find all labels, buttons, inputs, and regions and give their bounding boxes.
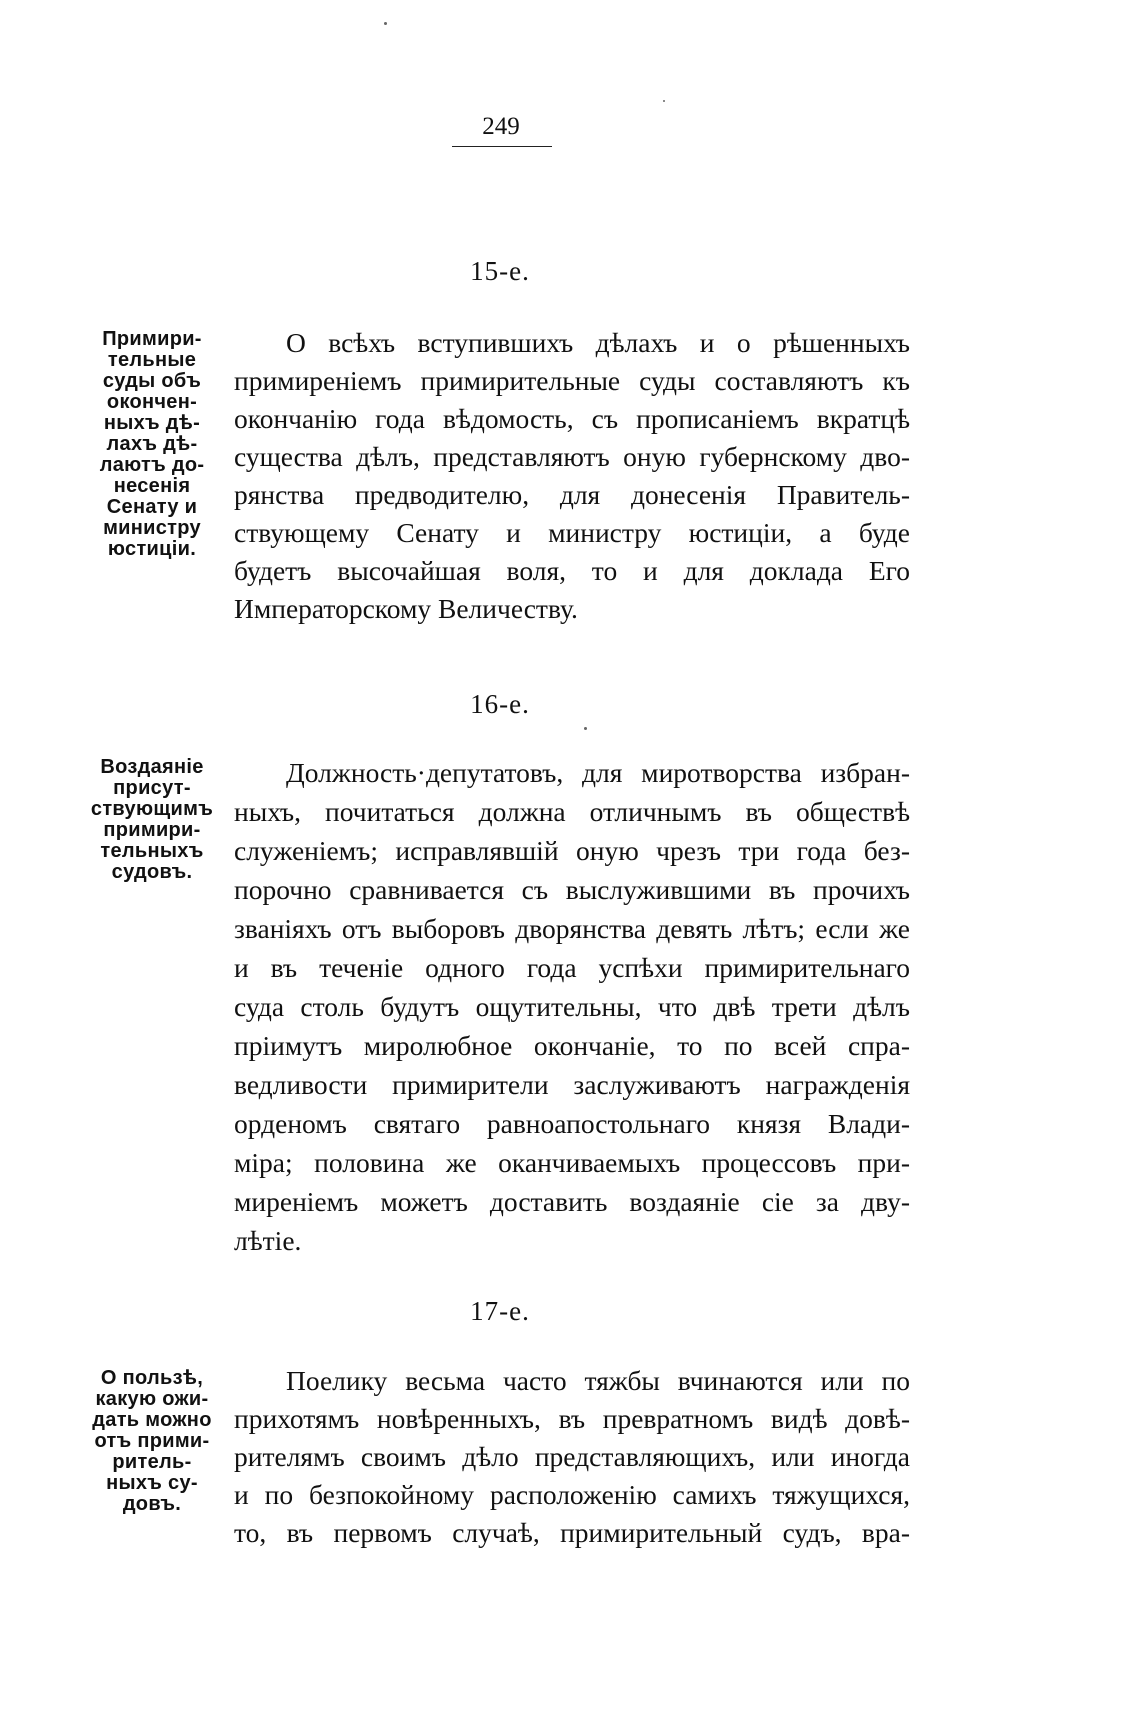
section-heading-17: 17-е. — [470, 1296, 530, 1326]
text-line: ведливости примирители заслуживаютъ награжденія — [234, 1069, 910, 1100]
section-heading-16: 16-е. — [470, 689, 530, 719]
paragraph-17 — [234, 1362, 910, 1552]
scan-speck — [384, 22, 387, 25]
text-line: то, въ первомъ случаѣ, примирительный судъ, вра- — [234, 1517, 910, 1548]
scan-speck — [663, 100, 665, 102]
text-line: Императорскому Величеству. — [234, 593, 578, 624]
page-number: 249 — [482, 113, 520, 140]
text-line: Должность·депутатовъ, для миротворства избран- — [286, 757, 910, 788]
text-line: званіяхъ отъ выборовъ дворянства девять лѣтъ; если же — [234, 913, 910, 944]
section-heading-15: 15-е. — [470, 256, 530, 286]
text-line: міра; половина же оканчиваемыхъ процессовъ при- — [234, 1147, 910, 1178]
text-line: порочно сравнивается съ выслужившими въ прочихъ — [234, 874, 910, 905]
margin-note-15: Примири- тельные суды объ окончен- ныхъ дѣ- лахъ дѣ- лаютъ до- несенія Сенату и министру юстиціи. — [99, 328, 205, 560]
text-line: О всѣхъ вступившихъ дѣлахъ и о рѣшенныхъ — [286, 327, 910, 358]
text-line: рянства предводителю, для донесенія Правитель- — [234, 479, 910, 510]
paragraph-15 — [234, 324, 910, 628]
text-line: орденомъ святаго равноапостольнаго князя Влади- — [234, 1108, 910, 1139]
text-line: лѣтіе. — [234, 1225, 302, 1256]
text-line: существа дѣлъ, представляютъ оную губернскому дво- — [234, 441, 910, 472]
paragraph-16 — [234, 753, 910, 1260]
text-line: миреніемъ можетъ доставить воздаяніе сіе за дву- — [234, 1186, 910, 1217]
text-line: будетъ высочайшая воля, то и для доклада Его — [234, 555, 910, 586]
margin-note-17: О пользѣ, какую ожи- дать можно отъ прими- ритель- ныхъ су- довъ. — [92, 1367, 212, 1515]
scan-speck — [584, 727, 587, 730]
text-line: пріимутъ миролюбное окончаніе, то по всей спра- — [234, 1030, 910, 1061]
text-line: служеніемъ; исправлявшій оную чрезъ три года без- — [234, 835, 910, 866]
text-line: и въ теченіе одного года успѣхи примирительнаго — [234, 952, 910, 983]
text-line: окончанію года вѣдомость, съ прописаніемъ вкратцѣ — [234, 403, 910, 434]
text-line: рителямъ своимъ дѣло представляющихъ, или иногда — [234, 1441, 910, 1472]
text-line: примиреніемъ примирительные суды составляютъ къ — [234, 365, 910, 396]
text-line: Поелику весьма часто тяжбы вчинаются или по — [286, 1365, 910, 1396]
text-line: ныхъ, почитаться должна отличнымъ въ обществѣ — [234, 796, 910, 827]
page-number-rule — [452, 146, 552, 147]
text-line: и по безпокойному расположенію самихъ тяжущихся, — [234, 1479, 910, 1510]
text-line: прихотямъ новѣренныхъ, въ превратномъ видѣ довѣ- — [234, 1403, 910, 1434]
text-line: суда столь будутъ ощутительны, что двѣ трети дѣлъ — [234, 991, 910, 1022]
text-line: ствующему Сенату и министру юстиціи, а буде — [234, 517, 910, 548]
margin-note-16: Воздаяніе присут- ствующимъ примири- тельныхъ судовъ. — [90, 756, 214, 883]
